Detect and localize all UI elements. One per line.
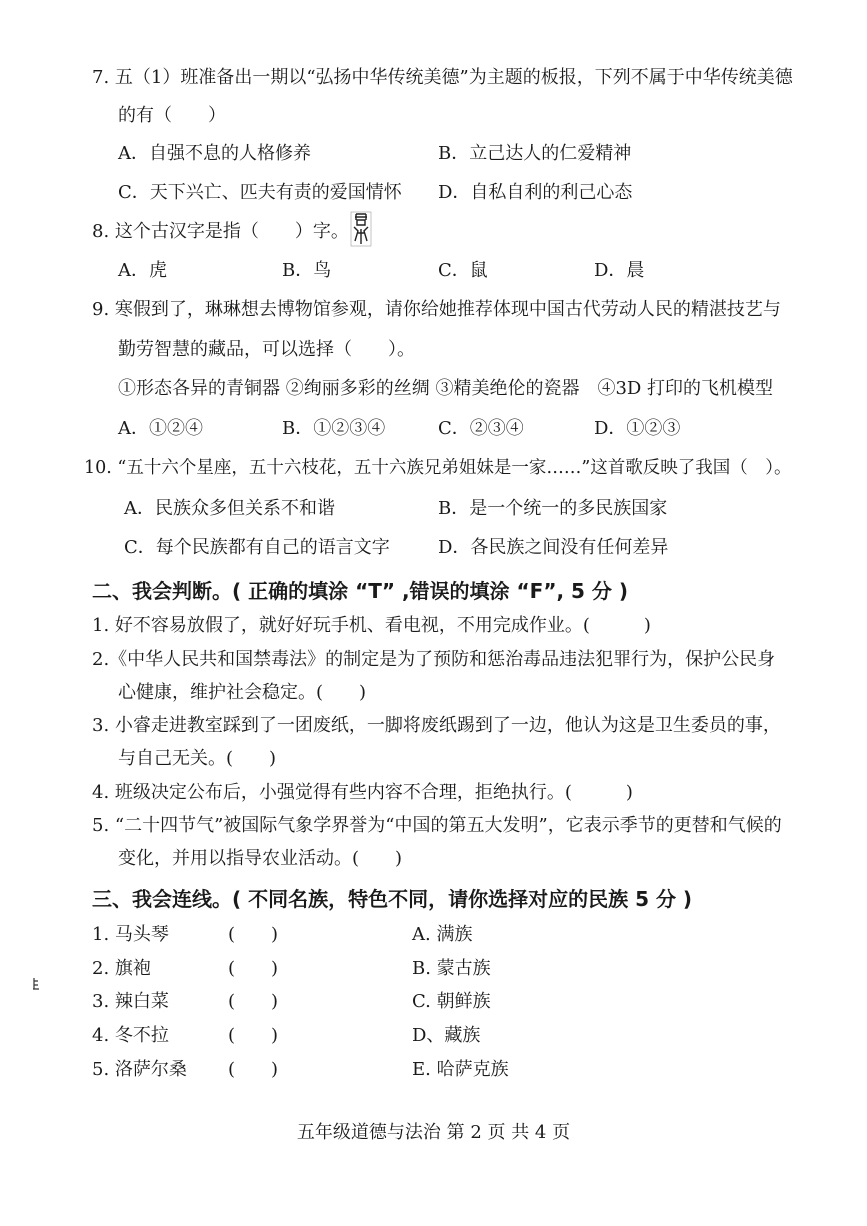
match-blank: ( )	[228, 1025, 279, 1046]
q7-line1: 7. 五（1）班准备出一期以“弘扬中华传统美德”为主题的板报，下列不属于中华传统美德	[92, 67, 793, 88]
match-left-item: 2. 旗袍	[92, 958, 151, 979]
scan-mark	[32, 977, 40, 991]
match-right-item: D、藏族	[412, 1025, 481, 1046]
match-right-item: E. 哈萨克族	[412, 1059, 509, 1080]
match-left-item: 5. 洛萨尔桑	[92, 1059, 187, 1080]
match-left-item: 3. 辣白菜	[92, 991, 169, 1012]
q8-option-b: B．鸟	[282, 260, 332, 281]
match-left-item: 1. 马头琴	[92, 924, 169, 945]
judge-q3-line1: 3. 小睿走进教室踩到了一团废纸，一脚将废纸踢到了一边，他认为这是卫生委员的事，	[92, 715, 781, 736]
q10-option-a: A．民族众多但关系不和谐	[124, 498, 335, 519]
q7-option-b: B．立己达人的仁爱精神	[438, 143, 632, 164]
q9-option-c: C．②③④	[438, 418, 524, 439]
match-left-item: 4. 冬不拉	[92, 1025, 169, 1046]
match-right-item: A. 满族	[412, 924, 473, 945]
q9-items: ①形态各异的青铜器 ②绚丽多彩的丝绸 ③精美绝伦的瓷器 ④3D 打印的飞机模型	[118, 378, 774, 399]
judge-q5-line2: 变化，并用以指导农业活动。( )	[118, 848, 403, 869]
match-right-item: B. 蒙古族	[412, 958, 491, 979]
q8-line1: 8. 这个古汉字是指（ ）字。	[92, 221, 349, 242]
q9-option-a: A．①②④	[118, 418, 203, 439]
page-footer: 五年级道德与法治 第 2 页 共 4 页	[296, 1122, 571, 1143]
q7-option-c: C．天下兴亡、匹夫有责的爱国情怀	[118, 182, 402, 203]
match-blank: ( )	[228, 991, 279, 1012]
judge-q1: 1. 好不容易放假了，就好好玩手机、看电视，不用完成作业。( )	[92, 615, 651, 636]
q9-line2: 勤劳智慧的藏品，可以选择（ ）。	[118, 339, 415, 360]
q10-option-d: D．各民族之间没有任何差异	[438, 537, 669, 558]
q9-option-d: D．①②③	[594, 418, 681, 439]
judge-q2-line1: 2.《中华人民共和国禁毒法》的制定是为了预防和惩治毒品违法犯罪行为，保护公民身	[92, 649, 776, 670]
q7-option-d: D．自私自利的利己心态	[438, 182, 633, 203]
match-blank: ( )	[228, 1059, 279, 1080]
judge-q3-line2: 与自己无关。( )	[118, 748, 277, 769]
q9-line1: 9. 寒假到了，琳琳想去博物馆参观，请你给她推荐体现中国古代劳动人民的精湛技艺与	[92, 299, 781, 320]
q8-option-a: A．虎	[118, 260, 167, 281]
judge-q4: 4. 班级决定公布后，小强觉得有些内容不合理，拒绝执行。( )	[92, 782, 633, 803]
judge-q2-line2: 心健康，维护社会稳定。( )	[118, 682, 367, 703]
judge-q5-line1: 5. “二十四节气”被国际气象学界誉为“中国的第五大发明”，它表示季节的更替和气候的	[92, 815, 782, 836]
q10-line1: 10. “五十六个星座，五十六枝花，五十六族兄弟姐妹是一家……”这首歌反映了我国（ ）。	[84, 458, 792, 478]
q9-option-b: B．①②③④	[282, 418, 386, 439]
section3-heading: 三、我会连线。( 不同名族，特色不同，请你选择对应的民族 5 分 )	[92, 887, 693, 911]
q8-option-d: D．晨	[594, 260, 645, 281]
q10-option-c: C．每个民族都有自己的语言文字	[124, 537, 390, 558]
match-blank: ( )	[228, 958, 279, 979]
ancient-character-image	[350, 211, 372, 247]
q7-line2: 的有（ ）	[118, 105, 226, 126]
match-right-item: C. 朝鲜族	[412, 991, 491, 1012]
section2-heading: 二、我会判断。( 正确的填涂 “T” ,错误的填涂 “F”, 5 分 )	[92, 579, 629, 603]
q10-option-b: B．是一个统一的多民族国家	[438, 498, 668, 519]
q8-option-c: C．鼠	[438, 260, 488, 281]
match-blank: ( )	[228, 924, 279, 945]
q7-option-a: A．自强不息的人格修养	[118, 143, 311, 164]
